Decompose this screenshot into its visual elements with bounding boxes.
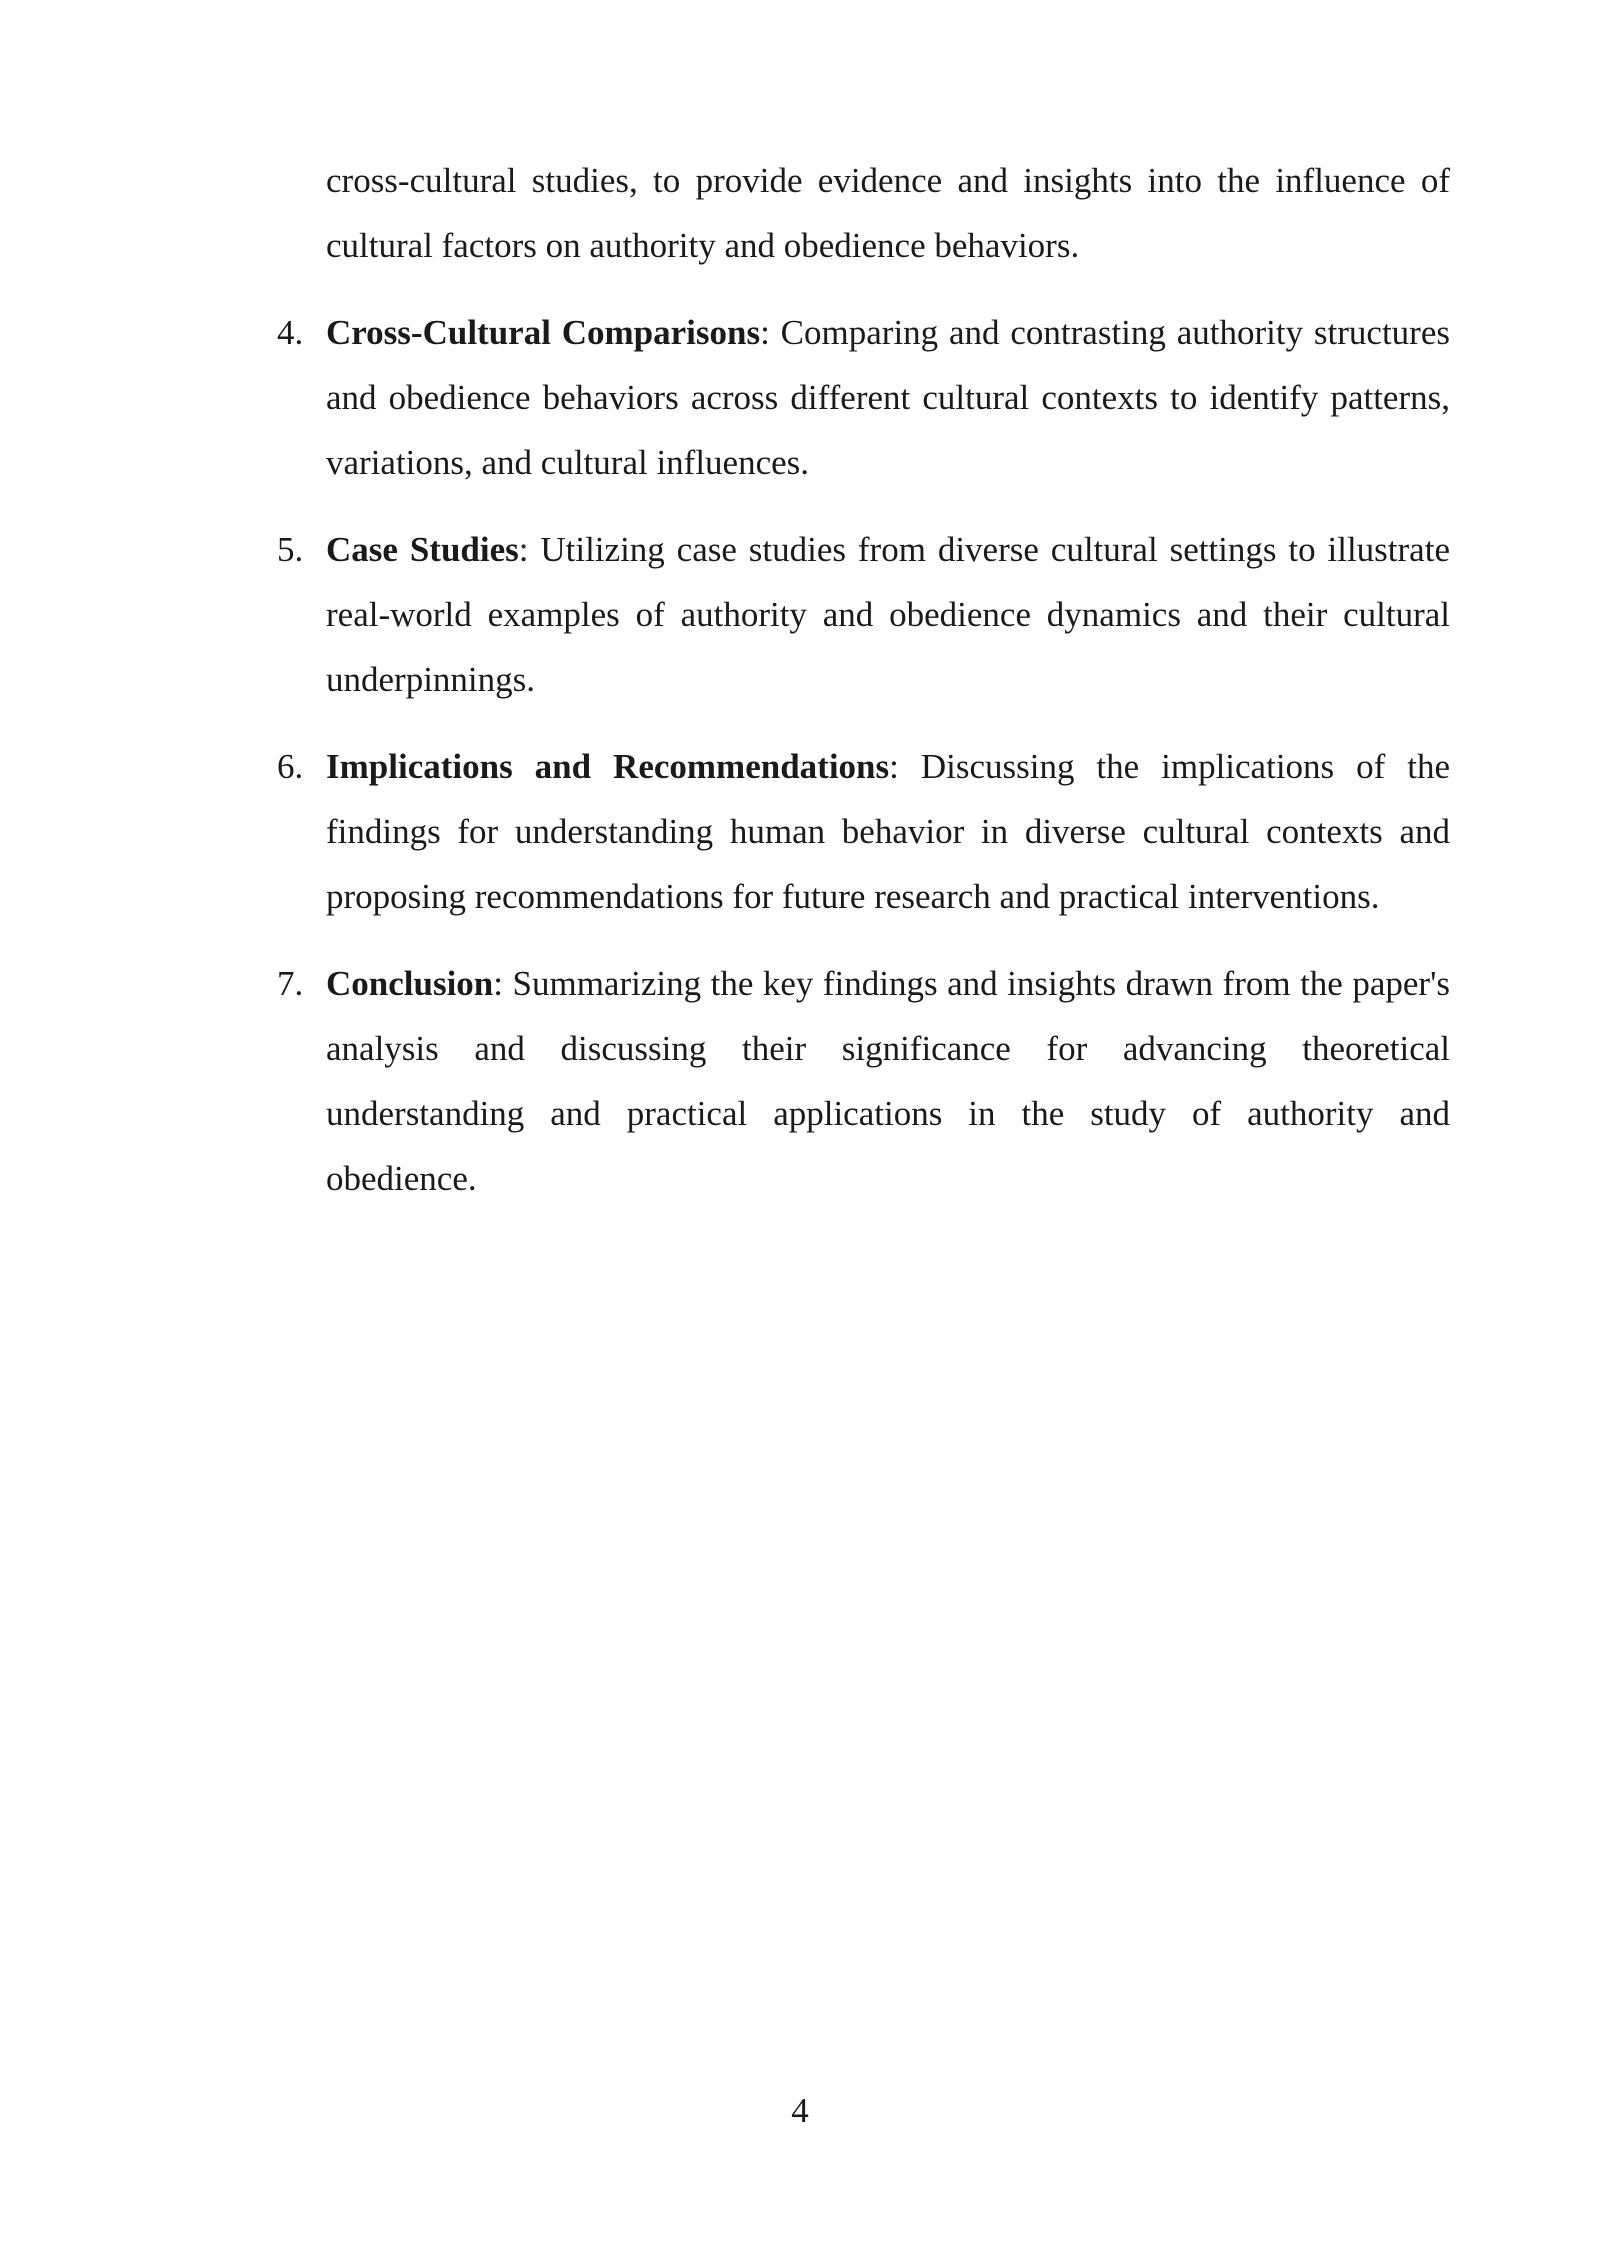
list-item-6 bbox=[277, 734, 1450, 929]
list-item-text bbox=[326, 517, 1450, 712]
list-item-title: Cross-Cultural Comparisons bbox=[326, 313, 761, 352]
list-item-text bbox=[326, 951, 1450, 1211]
list-item-title: Case Studies bbox=[326, 530, 519, 569]
list-number: 6. bbox=[277, 747, 304, 786]
list-item-body: : Comparing and contrasting authority structures and obedience behaviors across different cultural contexts to identify patterns, variations, and cultural influences. bbox=[326, 313, 1450, 482]
list-item-4 bbox=[277, 300, 1450, 495]
page-body bbox=[0, 148, 1600, 1211]
list-item-body: : Summarizing the key findings and insights drawn from the paper's analysis and discussing their significance for advancing theoretical understanding and practical applications in the study of authority and obedience. bbox=[326, 964, 1450, 1198]
continuation-paragraph: cross-cultural studies, to provide evidence and insights into the influence of cultural factors on authority and obedience behaviors. bbox=[326, 161, 1450, 265]
list-item-body: : Discussing the implications of the findings for understanding human behavior in diverse cultural contexts and proposing recommendations for future research and practical interventions. bbox=[326, 747, 1450, 916]
list-item-title: Implications and Recommendations bbox=[326, 747, 890, 786]
list-item-7 bbox=[277, 951, 1450, 1211]
list-item-text bbox=[326, 734, 1450, 929]
list-number: 4. bbox=[277, 313, 304, 352]
list-item-body: : Utilizing case studies from diverse cultural settings to illustrate real-world examples of authority and obedience dynamics and their cultural underpinnings. bbox=[326, 530, 1450, 699]
list-number: 5. bbox=[277, 530, 304, 569]
list-number: 7. bbox=[277, 964, 304, 1003]
list-item-text bbox=[326, 300, 1450, 495]
page-number: 4 bbox=[791, 2091, 809, 2130]
list-item-title: Conclusion bbox=[326, 964, 494, 1003]
list-item-5 bbox=[277, 517, 1450, 712]
